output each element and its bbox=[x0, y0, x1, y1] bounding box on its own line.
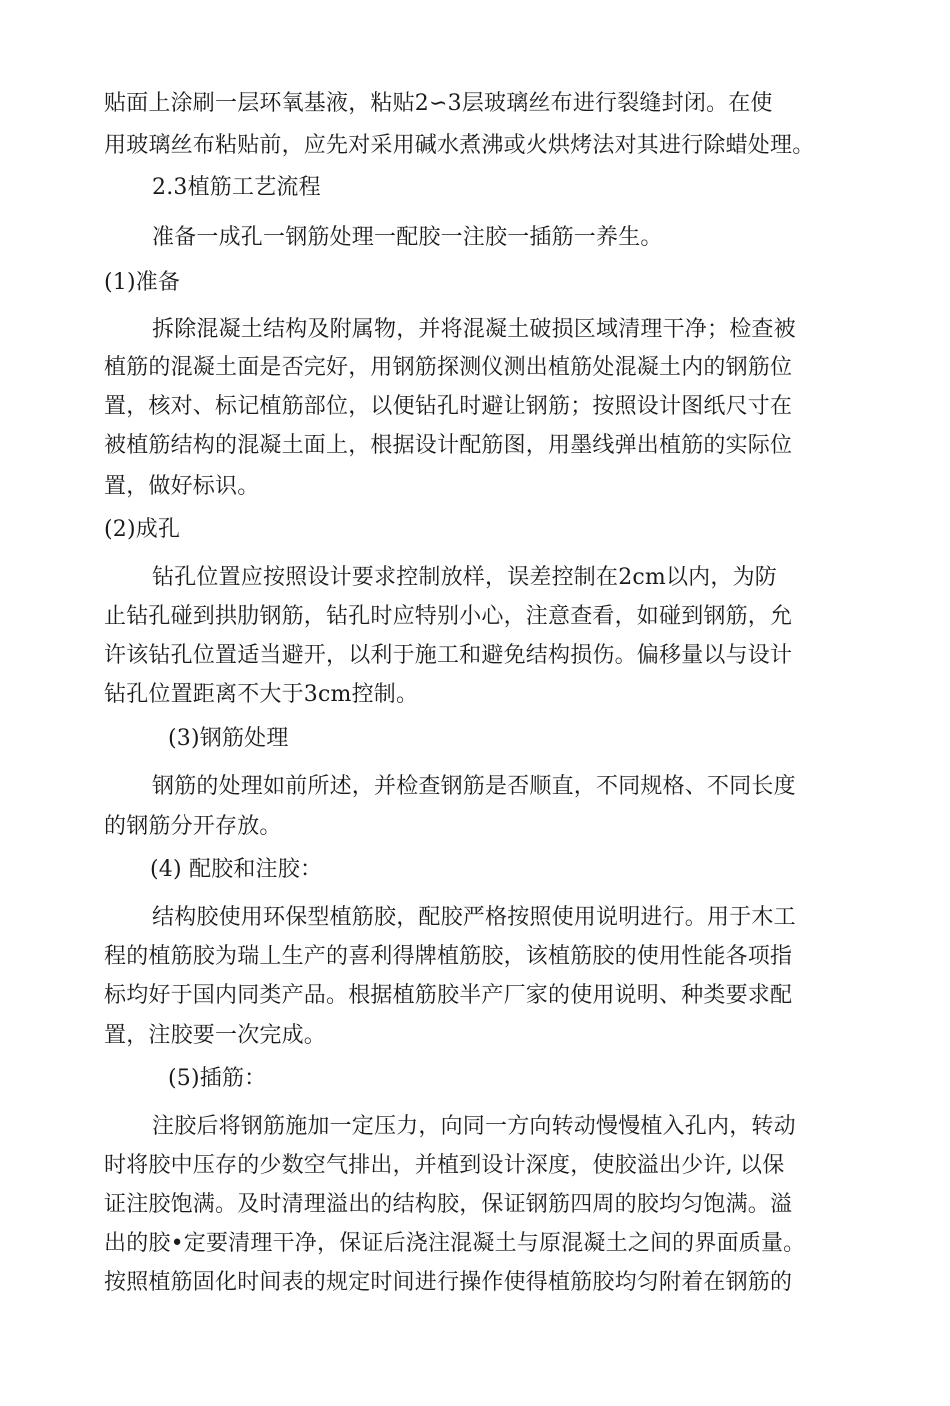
paragraph-line: 程的植筋胶为瑞丄生产的喜利得牌植筋胶，该植筋胶的使用性能各项指 bbox=[104, 944, 793, 969]
paragraph-line: 的钢筋分开存放。 bbox=[104, 814, 282, 839]
paragraph-line: 置，做好标识。 bbox=[104, 474, 260, 499]
paragraph-line: 止钻孔碰到拱肋钢筋，钻孔时应特别小心，注意查看，如碰到钢筋，允 bbox=[104, 604, 793, 629]
subsection-heading: (1)准备 bbox=[104, 270, 181, 295]
paragraph-line: 贴面上涂刷一层环氧基液，粘贴2∽3层玻璃丝布进行裂缝封闭。在使 bbox=[104, 91, 773, 116]
section-heading: 2.3植筋工艺流程 bbox=[152, 175, 321, 200]
paragraph-line: 注胶后将钢筋施加一定压力，向同一方向转动慢慢植入孔内，转动 bbox=[152, 1114, 796, 1139]
paragraph-line: 置，核对、标记植筋部位，以便钻孔时避让钢筋；按照设计图纸尺寸在 bbox=[104, 394, 793, 419]
paragraph-line: 钻孔位置距离不大于3cm控制。 bbox=[104, 682, 419, 707]
paragraph-line: 结构胶使用环保型植筋胶，配胶严格按照使用说明进行。用于木工 bbox=[152, 905, 796, 930]
subsection-heading: (4) 配胶和注胶： bbox=[150, 857, 323, 882]
paragraph-line: 证注胶饱满。及时清理溢出的结构胶，保证钢筋四周的胶均匀饱满。溢 bbox=[104, 1192, 793, 1217]
paragraph-line: 标均好于国内同类产品。根据植筋胶半产厂家的使用说明、种类要求配 bbox=[104, 983, 793, 1008]
paragraph-line: 钻孔位置应按照设计要求控制放样，误差控制在2cm以内，为防 bbox=[152, 565, 777, 590]
paragraph-line: 拆除混凝土结构及附属物，并将混凝土破损区域清理干净；检查被 bbox=[152, 317, 796, 342]
subsection-heading: (3)钢筋处理 bbox=[168, 726, 289, 751]
paragraph-line: 出的胶•定要清理干净，保证后浇注混凝土与原混凝土之间的界面质量。 bbox=[104, 1231, 806, 1256]
paragraph-line: 置，注胶要一次完成。 bbox=[104, 1023, 327, 1048]
paragraph-line: 用玻璃丝布粘贴前，应先对采用碱水煮沸或火烘烤法对其进行除蜡处理。 bbox=[104, 133, 815, 158]
paragraph-line: 按照植筋固化时间表的规定时间进行操作使得植筋胶均匀附着在钢筋的 bbox=[104, 1270, 793, 1295]
paragraph-line: 被植筋结构的混凝土面上，根据设计配筋图，用墨线弹出植筋的实际位 bbox=[104, 433, 793, 458]
subsection-heading: (2)成孔 bbox=[104, 517, 181, 542]
paragraph-line: 钢筋的处理如前所述，并检查钢筋是否顺直，不同规格、不同长度 bbox=[152, 774, 796, 799]
paragraph-line: 准备一成孔一钢筋处理一配胶一注胶一插筋一养生。 bbox=[152, 225, 663, 250]
paragraph-line: 植筋的混凝土面是否完好，用钢筋探测仪测出植筋处混凝土内的钢筋位 bbox=[104, 355, 793, 380]
paragraph-line: 时将胶中压存的少数空气排出，并植到设计深度，使胶溢出少许, 以保 bbox=[104, 1153, 785, 1178]
subsection-heading: (5)插筋： bbox=[168, 1066, 267, 1091]
paragraph-line: 许该钻孔位置适当避开，以利于施工和避免结构损伤。偏移量以与设计 bbox=[104, 643, 793, 668]
